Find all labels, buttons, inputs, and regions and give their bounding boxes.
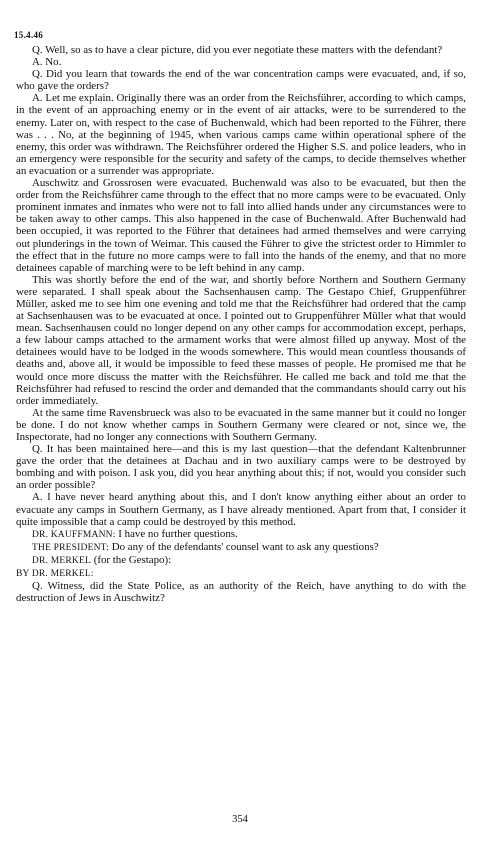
- paragraph-answer: A. No.: [32, 56, 62, 69]
- speaker-line: [16, 528, 466, 541]
- speaker-text: Do any of the defendants' counsel want to ask any questions?: [109, 540, 379, 553]
- paragraph-body: Auschwitz and Grossrosen were evacuated. Buchenwald was also to be evacuated, but then the order from the Reichsführer came through to the effect that no more camps were to be evacuated. Only prominent inmates and inmates who were not to fall into allied hands under any circumstances were to be taken away to other camps. This also happened in the case of Buchenwald. After Buchenwald had been occupied, it was reported to the Führer that detainees had armed themselves and were carrying out plunderings in the town of Weimar. This caused the Führer to give the strictest order to Himmler to the effect that in the future no more camps were to fall into the hands of the enemy, and that no more detainees capable of marching were to be left behind in any camp.: [16, 177, 466, 274]
- speaker-text: I have no further questions.: [115, 527, 238, 540]
- speaker-name: BY DR. MERKEL:: [16, 569, 94, 580]
- speaker-text: (for the Gestapo):: [91, 553, 172, 566]
- paragraph-answer: A. Let me explain. Originally there was an order from the Reichsführer, according to which camps, in the event of an approaching enemy or in the event of air attacks, were to be surrendered to the enemy. Later on, with respect to the case of Buchenwald, which had been reported to the Führer, there was . . . No, at the beginning of 1945, when various camps came within operational sphere of the enemy, this order was withdrawn. The Reichsführer ordered the Higher S.S. and police leaders, who in an emergency were responsible for the security and safety of the camps, to decide themselves whether an evacuation or a surrender was appropriate.: [16, 92, 466, 177]
- speaker-name: DR. KAUFFMANN:: [32, 529, 116, 540]
- paragraph-question: Q. Did you learn that towards the end of the war concentration camps were evacuated, and, if so, who gave the orders?: [16, 68, 466, 93]
- paragraph-question: Q. It has been maintained here—and this is my last question—that the defendant Kaltenbrunner gave the order that the detainees at Dachau and in two auxiliary camps were to be destroyed by bombing and with poison. I ask you, did you hear anything about this; if not, would you consider such an order possible?: [16, 443, 466, 492]
- paragraph-body: At the same time Ravensbrueck was also to be evacuated in the same manner but it could no longer be done. I do not know whether camps in Southern Germany were cleared or not, since we, the Inspectorate, had no longer any connections with Southern Germany.: [16, 406, 466, 443]
- paragraph-body: This was shortly before the end of the war, and shortly before Northern and Southern Germany were separated. I shall speak about the Sachsenhausen camp. The Gestapo Chief, Gruppenführer Müller, asked me to see him one evening and told me that the Reichsführer had ordered that the camp at Sachsenhausen was to be evacuated at once. I pointed out to Gruppenführer Müller what that would mean. Sachsenhausen could no longer depend on any other camps for accommodation except, perhaps, a few labour camps attached to the armament works that were almost filled up anyway. Most of the detainees would have to be lodged in the woods somewhere. This would mean countless thousands of deaths and, above all, it would be impossible to feed these masses of people. He promised me that he would once more discuss the matter with the Reichsführer. He called me back and told me that the Reichsführer had refused to rescind the order and demanded that the commandants should carry out his order immediately.: [16, 273, 466, 407]
- paragraph-answer: A. I have never heard anything about this, and I don't know anything either about an order to evacuate any camps in Southern Germany, as I have already mentioned. Apart from that, I consider it quite impossible that a camp could be destroyed by this method.: [16, 491, 466, 528]
- page-number: 354: [232, 814, 248, 825]
- examination-heading: [16, 567, 466, 580]
- transcript-body: [16, 44, 466, 604]
- speaker-line: [16, 541, 466, 554]
- page-date: 15.4.46: [14, 30, 44, 40]
- speaker-name: DR. MERKEL: [32, 555, 91, 566]
- paragraph-question: Q. Witness, did the State Police, as an authority of the Reich, have anything to do with the destruction of Jews in Auschwitz?: [16, 580, 466, 605]
- speaker-name: THE PRESIDENT:: [32, 542, 110, 553]
- speaker-line: [16, 554, 466, 567]
- paragraph-question: Q. Well, so as to have a clear picture, did you ever negotiate these matters with the defendant?: [32, 44, 443, 56]
